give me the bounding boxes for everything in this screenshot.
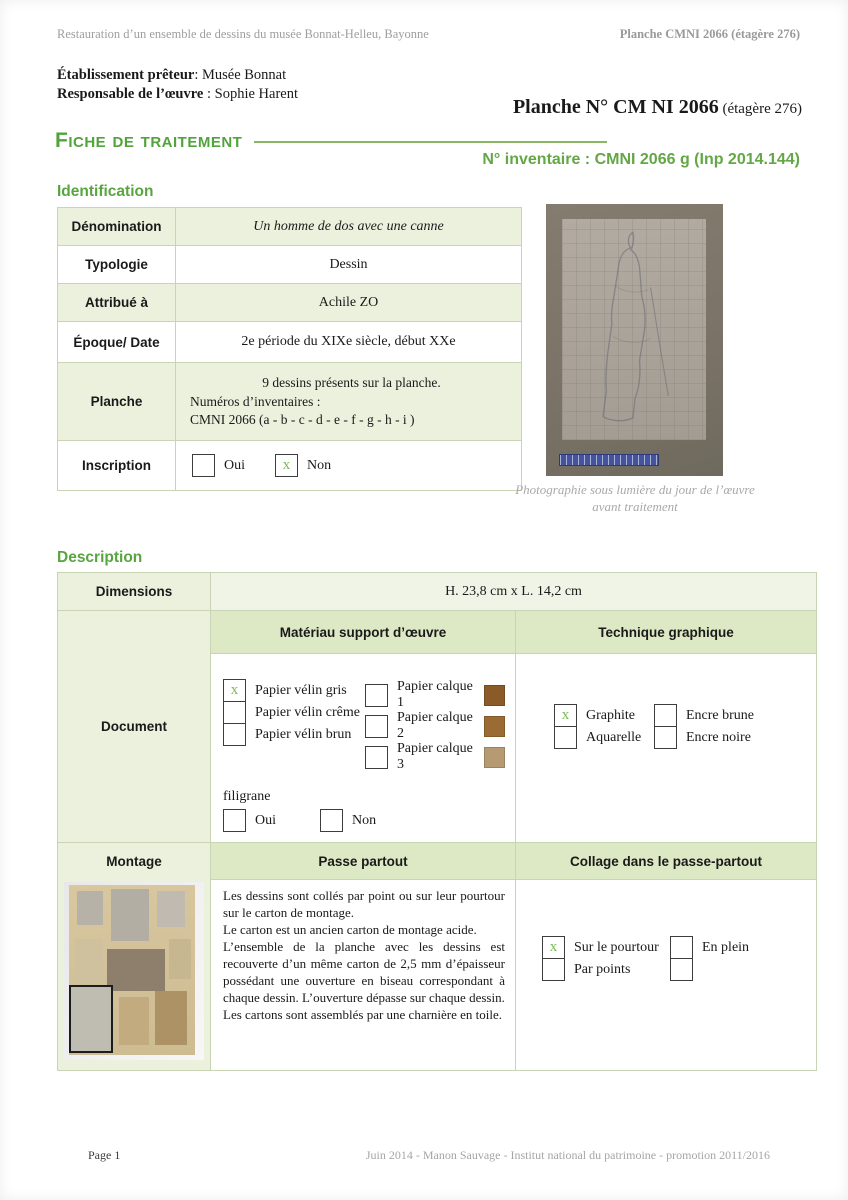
calque-1-swatch (484, 685, 505, 706)
encre-brune-checkbox[interactable] (654, 704, 677, 727)
planche-line-2: Numéros d’inventaires : (190, 393, 321, 409)
mini-drawing-8 (119, 997, 149, 1045)
plate-number: Planche N° CM NI 2066 (512, 96, 719, 118)
artwork-paper (562, 219, 706, 440)
mini-drawing-9 (155, 991, 187, 1045)
graphite-label: Graphite (586, 707, 635, 723)
row-label-planche: Planche (58, 363, 175, 440)
inscription-oui-label: Oui (224, 457, 245, 473)
responsible-value: : Sophie Harent (203, 86, 298, 102)
filigrane-oui-option (223, 809, 276, 832)
identification-heading: Identification (57, 183, 154, 200)
planche-line-1: 9 dessins présents sur la planche. (262, 374, 441, 390)
collage-group-2 (670, 936, 749, 1062)
calque-1-checkbox[interactable] (365, 684, 388, 707)
en-plein-option (670, 936, 749, 959)
description-heading: Description (57, 549, 143, 566)
page-number: Page 1 (88, 1148, 121, 1162)
filigrane-label: filigrane (223, 789, 271, 804)
photo-caption (470, 481, 800, 515)
photo-caption-line1: Photographie sous lumière du jour de l’œuvre (515, 482, 755, 497)
aquarelle-option (554, 726, 654, 749)
encre-noire-checkbox[interactable] (654, 726, 677, 749)
running-header-right: Planche CMNI 2066 (étagère 276) (619, 27, 800, 41)
inscription-non-label: Non (307, 457, 332, 473)
collage-header: Collage dans le passe-partout (516, 843, 816, 879)
scale-ruler (559, 454, 659, 466)
filigrane-oui-label: Oui (255, 812, 276, 828)
inscription-oui-option (192, 454, 245, 477)
velin-brun-label: Papier vélin brun (255, 726, 352, 742)
pourtour-option (542, 936, 670, 959)
mini-drawing-7-highlighted (69, 985, 113, 1053)
velin-brun-checkbox[interactable] (223, 723, 246, 746)
row-label-attribue: Attribué à (58, 284, 175, 321)
filigrane-non-label: Non (352, 812, 377, 828)
mini-drawing-1 (77, 891, 103, 925)
calque-2-checkbox[interactable] (365, 715, 388, 738)
row-value-planche (176, 363, 521, 440)
aquarelle-label: Aquarelle (586, 729, 642, 745)
velin-creme-checkbox[interactable] (223, 701, 246, 724)
inscription-oui-checkbox[interactable] (192, 454, 215, 477)
planche-line-3: CMNI 2066 (a - b - c - d - e - f - g - h - i ) (190, 412, 415, 428)
passepartout-paragraph-4: Les cartons sont assemblés par une charnière en toile. (223, 1007, 503, 1023)
figure-sketch (562, 219, 706, 440)
row-label-typologie: Typologie (58, 246, 175, 283)
row-value-epoque: 2e période du XIXe siècle, début XXe (176, 322, 521, 362)
passepartout-header: Passe partout (211, 843, 515, 879)
velin-checkbox-group (223, 679, 365, 773)
velin-gris-option (223, 679, 365, 702)
mini-drawing-3 (157, 891, 185, 927)
graphite-checkbox[interactable]: x (554, 704, 577, 727)
running-header-left: Restauration d’un ensemble de dessins du musée Bonnat-Helleu, Bayonne (57, 27, 429, 41)
velin-gris-checkbox[interactable]: x (223, 679, 246, 702)
planche-photo (64, 882, 204, 1060)
velin-creme-label: Papier vélin crême (255, 704, 360, 720)
aquarelle-checkbox[interactable] (554, 726, 577, 749)
lender-block (57, 66, 298, 104)
par-points-label: Par points (574, 961, 631, 977)
row-value-attribue: Achile ZO (176, 284, 521, 321)
calque-checkbox-group (365, 679, 505, 773)
calque-2-option (365, 710, 505, 742)
montage-label: Montage (106, 853, 162, 869)
inventory-number: N° inventaire : CMNI 2066 g (Inp 2014.144) (482, 151, 800, 168)
collage-empty-option (670, 958, 749, 981)
inscription-non-option (275, 454, 331, 477)
calque-1-option (365, 679, 505, 711)
collage-empty-checkbox[interactable] (670, 958, 693, 981)
velin-gris-label: Papier vélin gris (255, 682, 347, 698)
responsible-line (57, 85, 298, 104)
identification-table (57, 207, 522, 491)
collage-cell (516, 880, 816, 1070)
artwork-photo (546, 204, 723, 476)
calque-3-label: Papier calque 3 (397, 741, 473, 772)
description-table (57, 572, 817, 1071)
filigrane-non-checkbox[interactable] (320, 809, 343, 832)
encre-noire-option (654, 726, 754, 749)
calque-3-option (365, 741, 505, 773)
passepartout-paragraph-2: Le carton est un ancien carton de montage acide. (223, 922, 477, 938)
calque-1-label: Papier calque 1 (397, 679, 473, 710)
par-points-checkbox[interactable] (542, 958, 565, 981)
plate-shelf: (étagère 276) (718, 101, 802, 117)
encre-brune-option (654, 704, 754, 727)
technique-group-2 (654, 704, 754, 834)
footer-credit: Juin 2014 - Manon Sauvage - Institut national du patrimoine - promotion 2011/2016 (365, 1148, 770, 1162)
row-label-epoque: Époque/ Date (58, 322, 175, 362)
inscription-non-checkbox[interactable]: x (275, 454, 298, 477)
encre-noire-label: Encre noire (686, 729, 751, 745)
lender-line (57, 66, 298, 85)
mini-drawing-4 (75, 939, 103, 983)
en-plein-label: En plein (702, 939, 750, 955)
velin-brun-option (223, 723, 365, 746)
mini-drawing-6 (169, 939, 191, 979)
row-value-denomination: Un homme de dos avec une canne (176, 208, 521, 245)
calque-2-swatch (484, 716, 505, 737)
row-value-typologie: Dessin (176, 246, 521, 283)
running-header (57, 27, 800, 42)
lender-label: Établissement prêteur (57, 67, 195, 83)
responsible-label: Responsable de l’œuvre (57, 86, 204, 102)
technique-group-1 (554, 704, 654, 834)
filigrane-block (223, 789, 505, 832)
sheet-title: Fiche de traitement (55, 129, 243, 152)
row-label-denomination: Dénomination (58, 208, 175, 245)
encre-brune-label: Encre brune (686, 707, 755, 723)
graphite-option (554, 704, 654, 727)
par-points-option (542, 958, 670, 981)
passepartout-text (211, 880, 515, 1070)
calque-3-swatch (484, 747, 505, 768)
sheet-title-row (55, 129, 800, 153)
calque-2-label: Papier calque 2 (397, 710, 473, 741)
montage-cell (58, 843, 210, 1070)
pourtour-label: Sur le pourtour (574, 939, 659, 955)
plate-title (513, 96, 802, 119)
pourtour-checkbox[interactable]: x (542, 936, 565, 959)
photo-caption-line2: avant traitement (592, 499, 678, 514)
title-rule (254, 141, 607, 143)
mount-board (69, 885, 195, 1055)
passepartout-paragraph-3: L’ensemble de la planche avec les dessins est recouverte d’un même carton de 2,5 mm d’épaisseur possédant une ouverture en biseau correspondant à chaque dessin. L’ouverture dépasse sur chaque dessin. (223, 939, 505, 1006)
velin-creme-option (223, 701, 365, 724)
en-plein-checkbox[interactable] (670, 936, 693, 959)
collage-group-1 (542, 936, 670, 1062)
mini-drawing-5 (107, 949, 165, 991)
filigrane-oui-checkbox[interactable] (223, 809, 246, 832)
dimensions-label: Dimensions (58, 573, 210, 610)
lender-value: : Musée Bonnat (194, 67, 287, 83)
filigrane-non-option (320, 809, 376, 832)
mini-drawing-2 (111, 889, 149, 941)
technique-header: Technique graphique (516, 611, 816, 653)
row-label-inscription: Inscription (58, 441, 175, 490)
dimensions-value: H. 23,8 cm x L. 14,2 cm (211, 573, 816, 610)
document-label: Document (58, 611, 210, 842)
page-footer (88, 1148, 770, 1163)
calque-3-checkbox[interactable] (365, 746, 388, 769)
material-header: Matériau support d’œuvre (211, 611, 515, 653)
passepartout-paragraph-1: Les dessins sont collés par point ou sur leur pourtour sur le carton de montage. (223, 888, 505, 921)
technique-cell (516, 654, 816, 842)
materials-cell (211, 654, 515, 842)
